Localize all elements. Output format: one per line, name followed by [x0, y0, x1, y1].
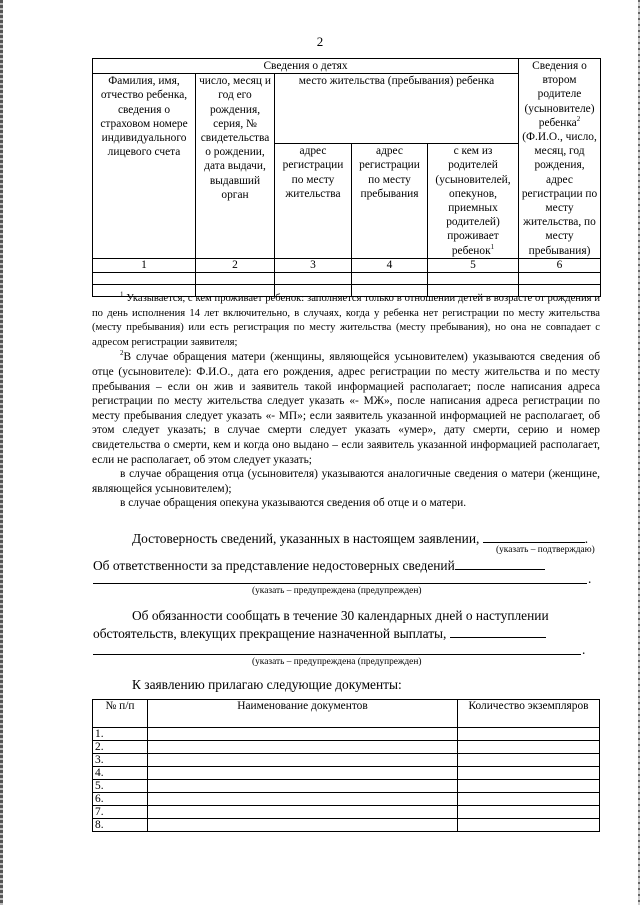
doc-name-cell[interactable]: [148, 728, 458, 741]
responsibility-input[interactable]: [455, 557, 545, 570]
col-child-birth: число, месяц и год его рождения, серия, № свидетельства о рождении, дата выдачи, выдавший орган: [196, 74, 275, 259]
doc-count-cell[interactable]: [458, 793, 600, 806]
doc-name-cell[interactable]: [148, 793, 458, 806]
children-table: [92, 58, 601, 297]
doc-name-cell[interactable]: [148, 754, 458, 767]
doc-count-cell[interactable]: [458, 728, 600, 741]
doc-row-num: 8.: [93, 819, 148, 832]
child-cell[interactable]: [352, 272, 428, 284]
children-group-header: Сведения о детях: [93, 59, 519, 74]
doc-name-cell[interactable]: [148, 780, 458, 793]
col-number: 4: [352, 258, 428, 272]
obligation-input[interactable]: [450, 625, 546, 638]
doc-count-cell[interactable]: [458, 806, 600, 819]
doc-row-num: 7.: [93, 806, 148, 819]
footnote-2: $^2$В случае обращения матери (женщины, являющейся усыновителем) указываются сведения об отце (усыновителе): Ф.И.О., дата его рождения, адрес регистрации по месту жительства и по месту пребывания – если он жив и заявитель такой информацией располагает; после написания адреса регистрации по месту жительства следует указать «- МЖ», после написания адреса регистрации по месту пребывания следует указать «- МП»; если заявитель указанной информацией не располагает, об этом следует указать; в случае смерти следует указать «умер», дату смерти, серию и номер свидетельства о смерти, кем и когда оно выдано – если заявитель указанной информацией располагает, если не располагает, об этом следует указать;: [92, 349, 600, 466]
doc-count-cell[interactable]: [458, 819, 600, 832]
col-doc-name: Наименование документов: [148, 700, 458, 728]
obligation-line[interactable]: [93, 654, 581, 655]
doc-row-num: 2.: [93, 741, 148, 754]
col-with-whom: с кем из родителей (усыновителей, опекунов, приемных родителей) проживает ребенок$^1$: [428, 144, 519, 259]
documents-table: [92, 699, 600, 832]
col-number: 3: [275, 258, 352, 272]
second-parent-header: Сведения о втором родителе (усыновителе) ребенка$^2$ (Ф.И.О., число, месяц, год рождения, адрес регистрации по месту жительства, по месту пребывания): [519, 59, 601, 259]
reliability-statement: Достоверность сведений, указанных в настоящем заявлении, .: [132, 531, 589, 546]
child-cell[interactable]: [275, 272, 352, 284]
obligation-line-1: Об обязанности сообщать в течение 30 календарных дней о наступлении: [132, 608, 549, 623]
obligation-note: (указать – предупреждена (предупрежден): [252, 657, 422, 667]
reliability-input[interactable]: [483, 530, 585, 543]
footnote-2-father: в случае обращения отца (усыновителя) указываются аналогичные сведения о матери (женщине, являющейся усыновителем);: [92, 468, 600, 495]
child-cell[interactable]: [428, 272, 519, 284]
doc-name-cell[interactable]: [148, 741, 458, 754]
doc-row-num: 4.: [93, 767, 148, 780]
doc-count-cell[interactable]: [458, 780, 600, 793]
doc-row-num: 5.: [93, 780, 148, 793]
doc-count-cell[interactable]: [458, 754, 600, 767]
documents-title: К заявлению прилагаю следующие документы:: [132, 677, 402, 692]
doc-name-cell[interactable]: [148, 806, 458, 819]
residence-header: место жительства (пребывания) ребенка: [275, 74, 519, 144]
doc-name-cell[interactable]: [148, 767, 458, 780]
col-number: 2: [196, 258, 275, 272]
col-number: 6: [519, 258, 601, 272]
reliability-note: (указать – подтверждаю): [496, 545, 595, 555]
doc-row-num: 3.: [93, 754, 148, 767]
responsibility-note: (указать – предупреждена (предупрежден): [252, 586, 422, 596]
doc-row-num: 6.: [93, 793, 148, 806]
col-child-fio: Фамилия, имя, отчество ребенка, сведения о страховом номере индивидуального лицевого счета: [93, 74, 196, 259]
footnotes: [92, 292, 600, 511]
footnote-1: $^1$ Указывается, с кем проживает ребенок: заполняется только в отношении детей в возрасте от рождения и по день исполнения 14 лет включительно, в случаях, когда у ребенка нет регистрации по месту жительства (месту пребывания) или есть регистрация по месту жительства (месту пребывания), но она не совпадает с адресом регистрации заявителя;: [92, 290, 600, 348]
scan-left-edge: [0, 0, 3, 905]
doc-count-cell[interactable]: [458, 741, 600, 754]
doc-row-num: 1.: [93, 728, 148, 741]
col-doc-count: Количество экземпляров: [458, 700, 600, 728]
col-doc-num: № п/п: [93, 700, 148, 728]
page-number: 2: [316, 34, 324, 49]
doc-count-cell[interactable]: [458, 767, 600, 780]
col-reg-stay: адрес регистрации по месту пребывания: [352, 144, 428, 259]
responsibility-line[interactable]: [93, 583, 587, 584]
child-cell[interactable]: [519, 272, 601, 284]
child-cell[interactable]: [93, 272, 196, 284]
footnote-2-guardian: в случае обращения опекуна указываются сведения об отце и о матери.: [120, 497, 467, 510]
child-cell[interactable]: [196, 272, 275, 284]
col-number: 5: [428, 258, 519, 272]
col-number: 1: [93, 258, 196, 272]
responsibility-end: .: [588, 571, 592, 586]
responsibility-statement: Об ответственности за представление недостоверных сведений: [93, 557, 545, 574]
obligation-line-2: обстоятельств, влекущих прекращение назначенной выплаты,: [93, 625, 546, 642]
col-reg-residence: адрес регистрации по месту жительства: [275, 144, 352, 259]
obligation-end: .: [582, 642, 586, 657]
doc-name-cell[interactable]: [148, 819, 458, 832]
